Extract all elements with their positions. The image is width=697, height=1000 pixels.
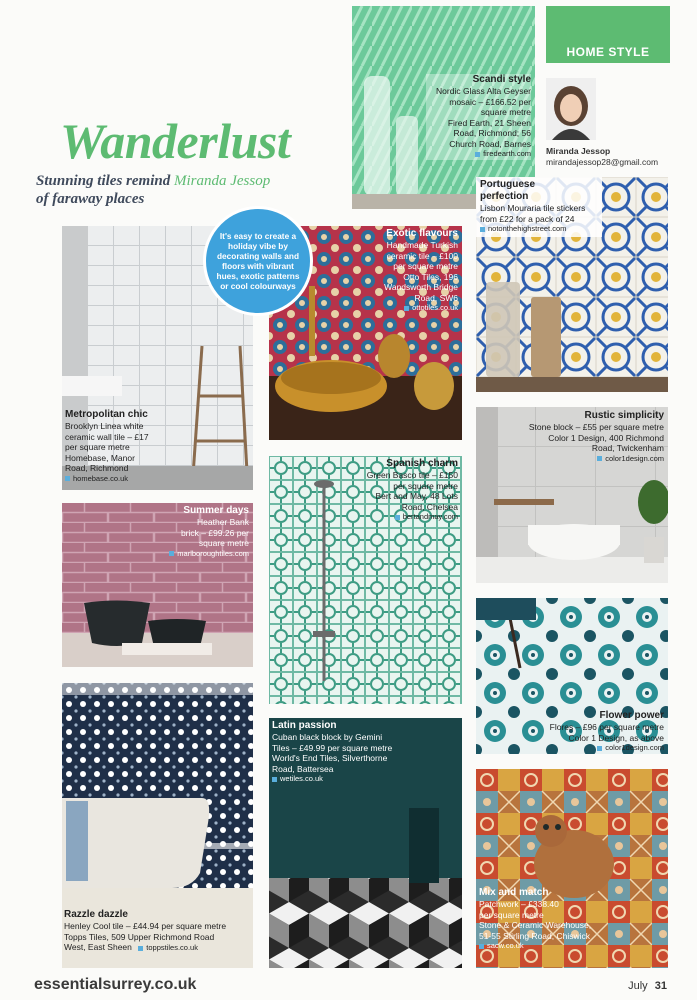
link-square-icon (65, 476, 70, 481)
exotic-line-1: Handmade Turkish (386, 240, 458, 250)
tile-spanish-charm (269, 456, 462, 704)
razzle-title: Razzle dazzle (64, 909, 128, 920)
link-square-icon (597, 746, 602, 751)
metropolitan-line-1: Brooklyn Linea white (65, 421, 144, 431)
scandi-line-4: Fired Earth, 21 Sheen (447, 117, 531, 128)
summer-line-2: brick – £99.26 per (180, 527, 249, 538)
scandi-line-6: Church Road, Barnes (449, 138, 531, 149)
caption-scandi (426, 74, 531, 160)
tile-portuguese-perfection (476, 177, 668, 392)
scandi-title: Scandi style (472, 74, 531, 85)
rustic-title: Rustic simplicity (584, 410, 664, 421)
spanish-title: Spanish charm (386, 458, 458, 469)
scandi-line-3: square metre (480, 107, 531, 117)
flower-line-2: Color 1 Design, as above (568, 732, 664, 743)
portuguese-line-2: from £22 for a pack of 24 (480, 213, 575, 224)
section-tag-label: HOME STYLE (566, 45, 650, 59)
exotic-line-3: per square metre (393, 261, 458, 271)
rustic-line-3: Road, Twickenham (591, 443, 664, 453)
section-tag (546, 6, 670, 63)
author-credit (546, 146, 658, 168)
author-photo (546, 78, 596, 140)
metropolitan-title: Metropolitan chic (65, 409, 148, 420)
scandi-line-5: Road, Richmond; 56 (453, 128, 531, 138)
link-square-icon (272, 777, 277, 782)
summer-line-1: Heather Bank (197, 517, 249, 527)
tile-razzle-dazzle (62, 683, 253, 968)
author-name: Miranda Jessop (546, 146, 611, 156)
portuguese-title-1: Portuguese (480, 179, 536, 190)
exotic-line-6: Road, SW6 (414, 292, 458, 303)
mix-line-3: Stone & Ceramic Warehouse, (479, 920, 592, 930)
rustic-web[interactable]: color1design.com (605, 453, 664, 463)
summer-line-3: square metre (198, 538, 249, 548)
caption-flower (514, 710, 664, 754)
caption-metropolitan (65, 409, 185, 484)
link-square-icon (395, 515, 400, 520)
callout-text: It's easy to create a holiday vibe by decorating walls and floors with vibrant hues, exotic patterns or cool colourways (216, 231, 300, 291)
caption-spanish (353, 458, 458, 523)
tile-rustic-simplicity (476, 407, 668, 583)
standfirst-tail: of faraway places (36, 191, 145, 207)
metropolitan-line-2: ceramic wall tile – £17 (65, 431, 149, 442)
latin-line-3: World's End Tiles, Silverthorne (272, 753, 388, 763)
mix-title: Mix and match (479, 887, 549, 898)
flower-title: Flower power (599, 710, 664, 721)
spanish-line-3: Bert and May, 48 Lots (375, 491, 458, 501)
caption-latin (272, 720, 422, 785)
scandi-web[interactable]: firedearth.com (483, 149, 531, 158)
caption-rustic (504, 410, 664, 464)
razzle-line-3: West, East Sheen (64, 942, 132, 952)
flower-line-1: Flores – £96 per square metre (549, 722, 664, 732)
standfirst-author: Miranda Jessop (173, 173, 271, 189)
standfirst (36, 172, 366, 208)
metropolitan-line-4: Homebase, Manor (65, 452, 135, 463)
caption-razzle (64, 909, 249, 954)
latin-line-2: Tiles – £49.99 per square metre (272, 742, 393, 753)
mix-line-1: Patchwork – £338.40 (479, 899, 559, 909)
footer-site[interactable]: essentialsurrey.co.uk (34, 976, 197, 993)
spanish-web[interactable]: bertandmay.com (402, 512, 458, 521)
caption-mix (479, 887, 629, 952)
summer-web[interactable]: marlboroughtiles.com (177, 548, 249, 558)
link-square-icon (597, 456, 602, 461)
link-square-icon (475, 152, 480, 157)
spanish-line-2: per square metre (393, 480, 458, 491)
latin-line-1: Cuban black block by Gemini (272, 732, 383, 742)
callout-bubble (203, 206, 313, 316)
tile-flower-power (476, 598, 668, 754)
latin-web[interactable]: wetiles.co.uk (280, 774, 323, 783)
exotic-web[interactable]: ottotiles.co.uk (412, 303, 458, 312)
tile-summer-days (62, 503, 253, 667)
metropolitan-line-5: Road, Richmond (65, 463, 129, 473)
link-square-icon (169, 551, 174, 556)
metropolitan-line-3: per square metre (65, 442, 130, 452)
rustic-line-2: Color 1 Design, 400 Richmond (548, 432, 664, 443)
spanish-line-1: Green Basco tile – £150 (366, 470, 458, 480)
page-number: 31 (654, 980, 667, 992)
tile-mix-and-match (476, 769, 668, 968)
summer-title: Summer days (183, 505, 249, 516)
author-email[interactable]: mirandajessop28@gmail.com (546, 157, 659, 167)
standfirst-lead: Stunning tiles remind (36, 173, 174, 189)
portuguese-title-2: perfection (480, 191, 529, 202)
exotic-line-2: ceramic tile – £100 (386, 250, 458, 261)
link-square-icon (479, 944, 484, 949)
exotic-line-4: Otto Tiles, 196 (403, 271, 458, 282)
rustic-line-1: Stone block – £55 per square metre (528, 422, 664, 432)
spanish-line-4: Road, Chelsea (401, 501, 458, 512)
mix-web[interactable]: sacw.co.uk (487, 941, 524, 950)
caption-portuguese (476, 177, 602, 237)
metropolitan-web[interactable]: homebase.co.uk (73, 473, 129, 483)
razzle-web[interactable]: toppstiles.co.uk (146, 943, 198, 952)
portuguese-line-1: Lisbon Mouraria tile stickers (480, 203, 586, 213)
mix-line-2: per square metre (479, 909, 544, 920)
flower-web[interactable]: color1design.com (605, 743, 664, 752)
exotic-line-5: Wandsworth Bridge (384, 282, 458, 292)
razzle-line-1: Henley Cool tile – £44.94 per square metre (64, 921, 227, 931)
link-square-icon (138, 946, 143, 951)
tile-latin-passion (269, 718, 462, 968)
footer-folio (628, 980, 667, 992)
latin-line-4: Road, Battersea (272, 763, 334, 774)
caption-summer (139, 505, 249, 559)
mix-line-4: 51-55 Stirling Road, Chiswick (479, 930, 591, 941)
scandi-line-2: mosaic – £166.52 per (449, 96, 531, 107)
scandi-line-1: Nordic Glass Alta Geyser (436, 86, 531, 96)
razzle-line-2: Topps Tiles, 509 Upper Richmond Road (64, 931, 215, 942)
footer-month: July (628, 980, 648, 992)
exotic-title: Exotic flavours (386, 228, 458, 239)
link-square-icon (480, 227, 485, 232)
caption-exotic (346, 228, 458, 314)
link-square-icon (404, 306, 409, 311)
portuguese-web[interactable]: notonthehighstreet.com (488, 224, 567, 233)
latin-title: Latin passion (272, 720, 337, 731)
headline: Wanderlust (60, 113, 291, 169)
